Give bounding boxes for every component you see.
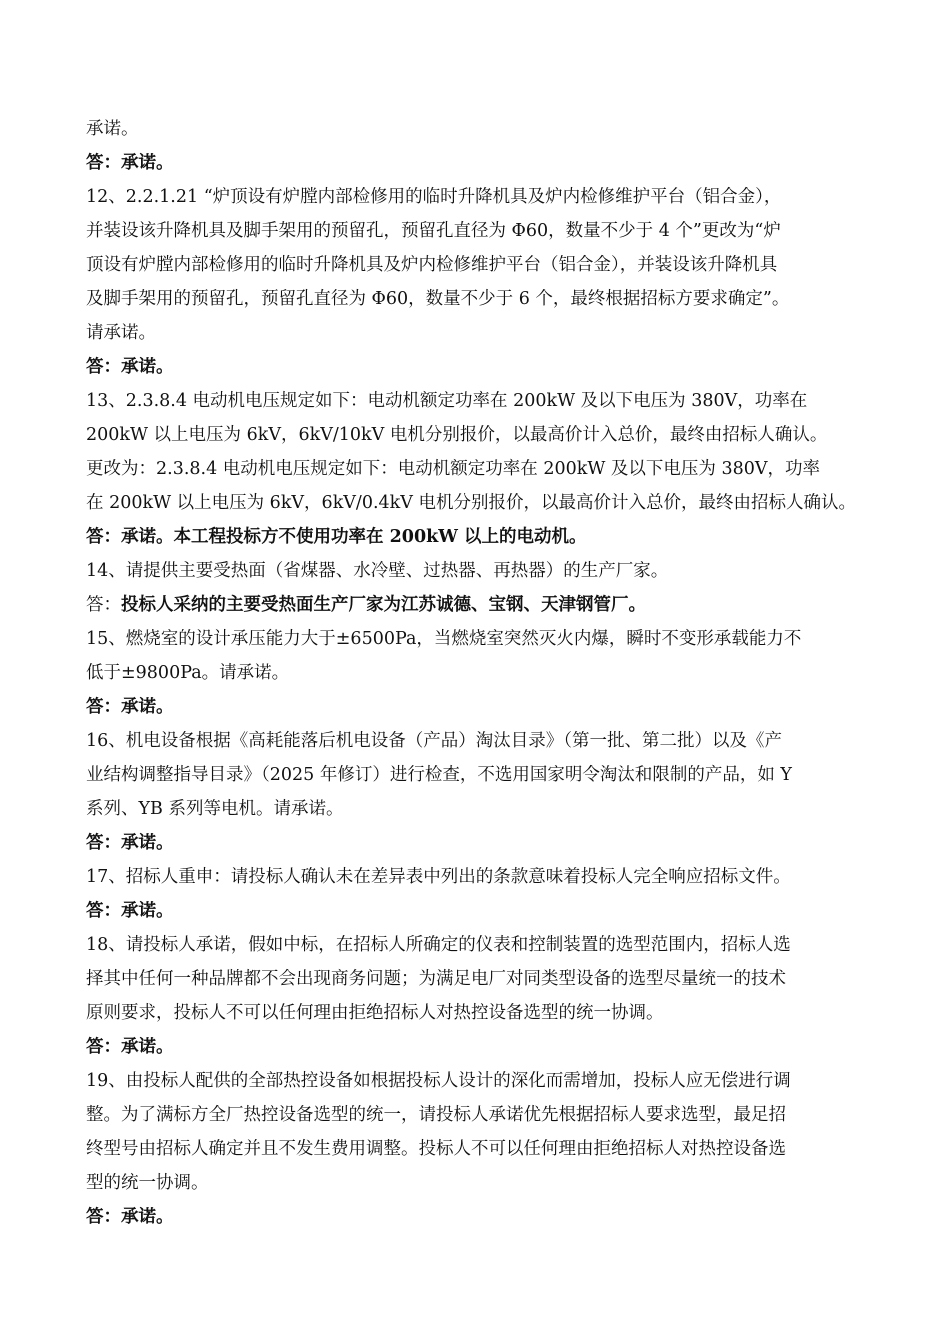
answer-paragraph bbox=[86, 520, 864, 554]
answer-paragraph bbox=[86, 350, 864, 384]
text-line: 18、请投标人承诺，假如中标，在招标人所确定的仪表和控制装置的选型范围内，招标人选 bbox=[86, 935, 791, 955]
text-line: 更改为：2.3.8.4 电动机电压规定如下：电动机额定功率在 200kW 及以下电压为 380V，功率 bbox=[86, 459, 821, 479]
text-line: 17、招标人重申：请投标人确认未在差异表中列出的条款意味着投标人完全响应招标文件。 bbox=[86, 867, 791, 887]
text-line: 答：承诺。 bbox=[86, 901, 174, 921]
paragraph bbox=[86, 724, 864, 826]
text-line: 14、请提供主要受热面（省煤器、水冷壁、过热器、再热器）的生产厂家。 bbox=[86, 561, 669, 581]
text-line: 答：承诺。 bbox=[86, 1037, 174, 1057]
answer-prefix: 答： bbox=[86, 595, 121, 615]
answer-paragraph bbox=[86, 1200, 864, 1234]
text-line: 答：承诺。 bbox=[86, 357, 174, 377]
paragraph bbox=[86, 622, 864, 690]
text-line: 答：承诺。 bbox=[86, 153, 174, 173]
answer-text: 投标人采纳的主要受热面生产厂家为江苏诚德、宝钢、天津钢管厂。 bbox=[121, 595, 646, 615]
text-line: 13、2.3.8.4 电动机电压规定如下：电动机额定功率在 200kW 及以下电压为 380V，功率在 bbox=[86, 391, 808, 411]
answer-paragraph bbox=[86, 690, 864, 724]
text-line: 低于±9800Pa。请承诺。 bbox=[86, 663, 290, 683]
answer-paragraph bbox=[86, 588, 864, 622]
text-line: 及脚手架用的预留孔，预留孔直径为 Φ60，数量不少于 6 个，最终根据招标方要求确定”。 bbox=[86, 289, 790, 309]
text-line: 15、燃烧室的设计承压能力大于±6500Pa，当燃烧室突然灭火内爆，瞬时不变形承载能力不 bbox=[86, 629, 802, 649]
text-line: 答：承诺。 bbox=[86, 833, 174, 853]
paragraph bbox=[86, 928, 864, 1030]
text-line: 系列、YB 系列等电机。请承诺。 bbox=[86, 799, 344, 819]
text-line: 答：承诺。 bbox=[86, 697, 174, 717]
text-line: 承诺。 bbox=[86, 119, 139, 139]
answer-paragraph bbox=[86, 1030, 864, 1064]
text-line: 原则要求，投标人不可以任何理由拒绝招标人对热控设备选型的统一协调。 bbox=[86, 1003, 664, 1023]
text-line: 200kW 以上电压为 6kV，6kV/10kV 电机分别报价，以最高价计入总价，最终由招标人确认。 bbox=[86, 425, 828, 445]
answer-paragraph bbox=[86, 146, 864, 180]
text-line bbox=[86, 588, 864, 622]
text-line: 型的统一协调。 bbox=[86, 1173, 209, 1193]
answer-paragraph bbox=[86, 826, 864, 860]
text-line: 顶设有炉膛内部检修用的临时升降机具及炉内检修维护平台（铝合金），并装设该升降机具 bbox=[86, 255, 778, 275]
paragraph bbox=[86, 1064, 864, 1200]
text-line: 在 200kW 以上电压为 6kV，6kV/0.4kV 电机分别报价，以最高价计入总价，最终由招标人确认。 bbox=[86, 493, 856, 513]
text-line: 12、2.2.1.21 “炉顶设有炉膛内部检修用的临时升降机具及炉内检修维护平台（铝合金）， bbox=[86, 187, 782, 207]
text-line: 答：承诺。本工程投标方不使用功率在 200kW 以上的电动机。 bbox=[86, 527, 587, 547]
paragraph bbox=[86, 384, 864, 520]
text-line: 16、机电设备根据《高耗能落后机电设备（产品）淘汰目录》（第一批、第二批）以及《产 bbox=[86, 731, 783, 751]
text-line: 择其中任何一种品牌都不会出现商务问题；为满足电厂对同类型设备的选型尽量统一的技术 bbox=[86, 969, 786, 989]
paragraph bbox=[86, 180, 864, 350]
text-line: 19、由投标人配供的全部热控设备如根据投标人设计的深化而需增加，投标人应无偿进行调 bbox=[86, 1071, 791, 1091]
text-line: 整。为了满标方全厂热控设备选型的统一，请投标人承诺优先根据招标人要求选型，最足招 bbox=[86, 1105, 786, 1125]
paragraph bbox=[86, 860, 864, 894]
text-line: 答：承诺。 bbox=[86, 1207, 174, 1227]
paragraph bbox=[86, 112, 864, 146]
answer-paragraph bbox=[86, 894, 864, 928]
text-line: 业结构调整指导目录》（2025 年修订）进行检查，不选用国家明令淘汰和限制的产品，如 Y bbox=[86, 765, 792, 785]
text-line: 请承诺。 bbox=[86, 323, 156, 343]
paragraph bbox=[86, 554, 864, 588]
text-line: 并装设该升降机具及脚手架用的预留孔，预留孔直径为 Φ60，数量不少于 4 个”更改为“炉 bbox=[86, 221, 781, 241]
text-line: 终型号由招标人确定并且不发生费用调整。投标人不可以任何理由拒绝招标人对热控设备选 bbox=[86, 1139, 786, 1159]
